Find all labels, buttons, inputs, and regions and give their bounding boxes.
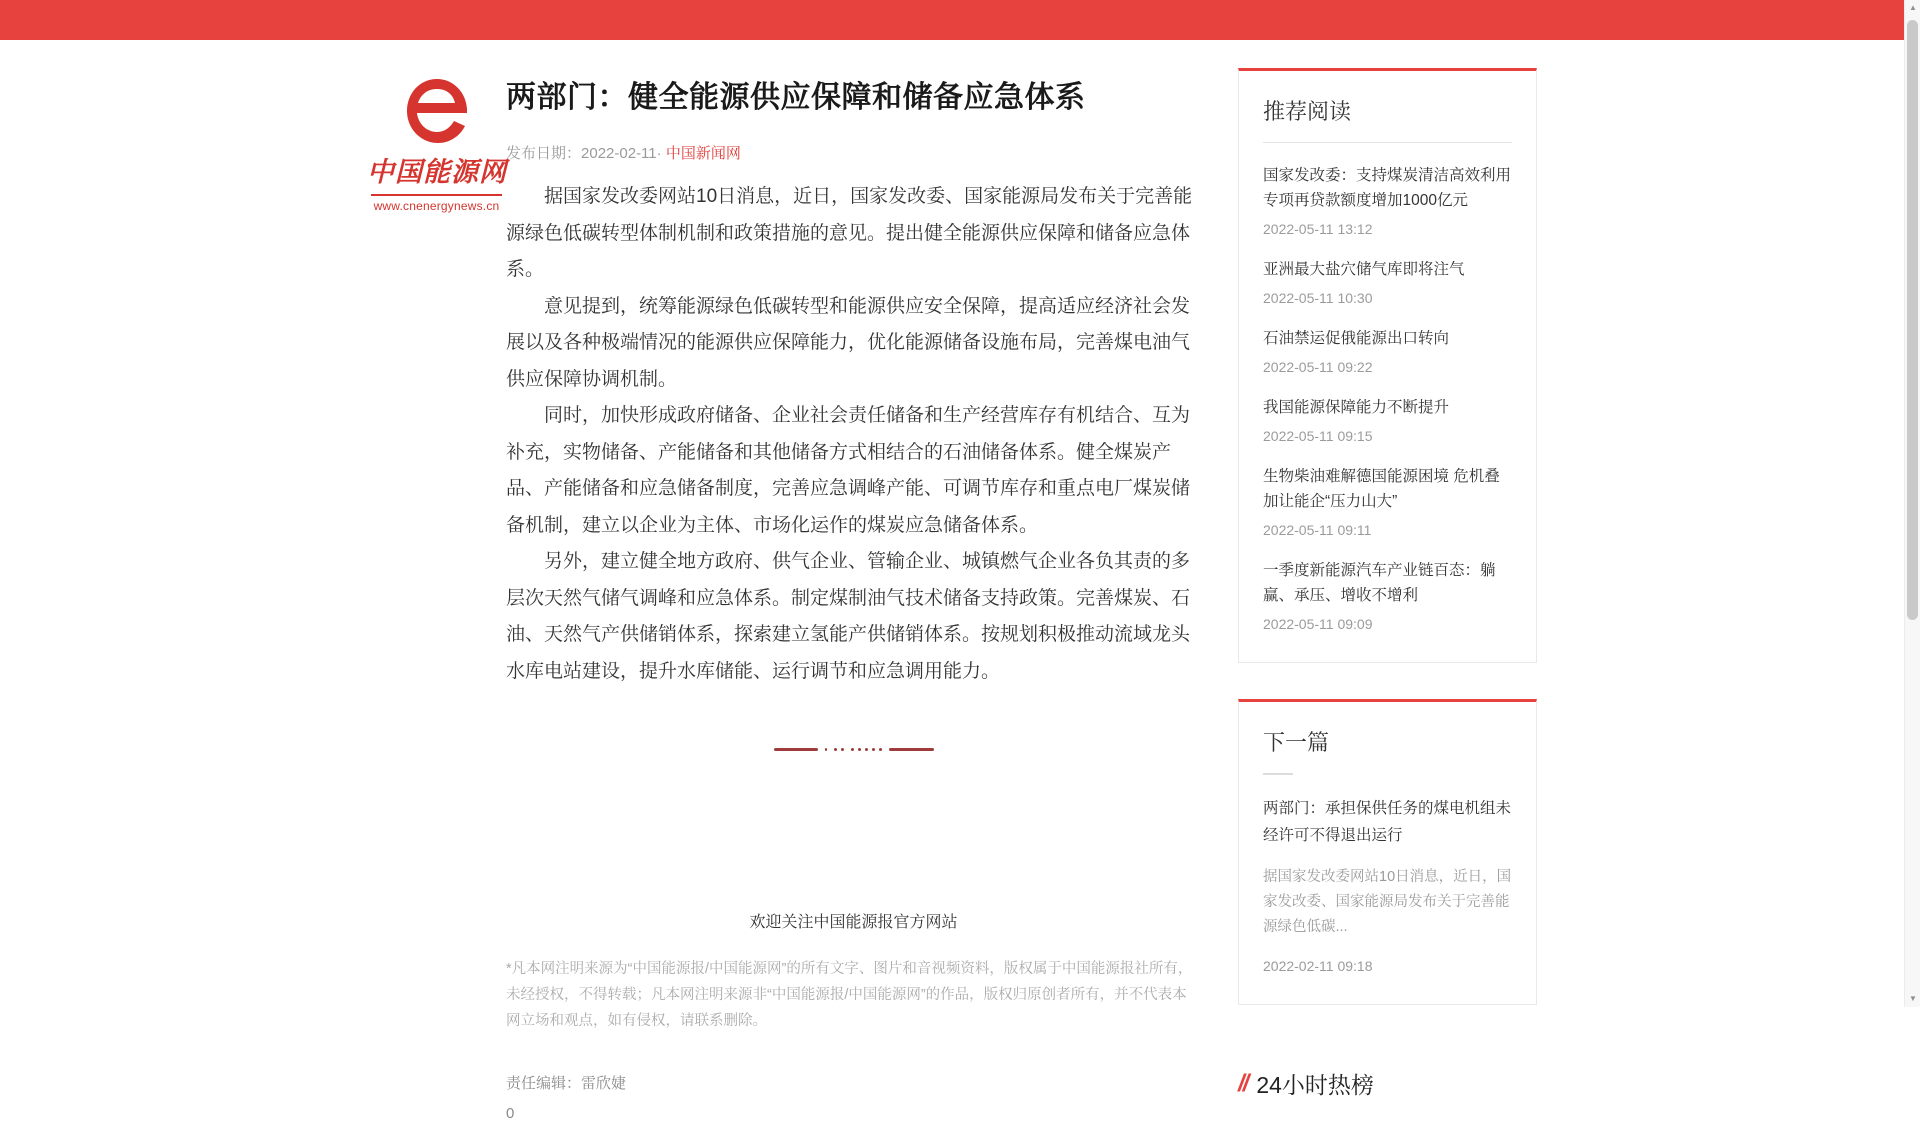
recommend-title: 推荐阅读 (1263, 99, 1352, 124)
recommend-item-title[interactable]: 生物柴油难解德国能源困境 危机叠加让能企“压力山大” (1263, 468, 1500, 510)
decorative-divider (774, 748, 934, 751)
copyright-disclaimer: *凡本网注明来源为“中国能源报/中国能源网”的所有文字、图片和音视频资料，版权属于中国能源报社所有，未经授权，不得转载；凡本网注明来源非“中国能源报/中国能源网”的作品，版权归原创者所有，并不代表本网立场和观点，如有侵权，请联系删除。 (506, 961, 1193, 1029)
sidebar (1238, 68, 1537, 1122)
list-item[interactable] (1263, 163, 1512, 237)
next-article-excerpt: 据国家发改委网站10日消息，近日，国家发改委、国家能源局发布关于完善能源绿色低碳... (1263, 869, 1512, 935)
hot-ranking-header (1238, 1067, 1537, 1100)
recommend-item-title[interactable]: 国家发改委：支持煤炭清洁高效利用专项再贷款额度增加1000亿元 (1263, 167, 1512, 209)
main-content (367, 68, 1201, 1122)
publish-date-label: 发布日期： (506, 145, 582, 162)
hot-ranking-title: 24小时热榜 (1256, 1072, 1374, 1098)
next-article-date: 2022-02-11 09:18 (1263, 958, 1373, 974)
divider-dot (825, 748, 828, 751)
list-item[interactable] (1263, 395, 1512, 444)
scrollbar[interactable] (1904, 0, 1920, 1007)
follow-note: 欢迎关注中国能源报官方网站 (749, 914, 958, 931)
article-paragraph: 据国家发改委网站10日消息，近日，国家发改委、国家能源局发布关于完善能源绿色低碳转型体制机制和政策措施的意见。提出健全能源供应保障和储备应急体系。 (506, 186, 1193, 280)
divider-line (774, 748, 818, 751)
recommend-item-title[interactable]: 亚洲最大盐穴储气库即将注气 (1263, 261, 1465, 278)
publish-date: 2022-02-11· (581, 145, 662, 162)
list-item[interactable] (1263, 257, 1512, 306)
recommend-item-date: 2022-05-11 13:12 (1263, 221, 1373, 237)
recommend-card (1238, 68, 1537, 663)
article (506, 68, 1201, 1122)
recommend-item-date: 2022-05-11 09:11 (1263, 522, 1372, 538)
site-logo[interactable] (367, 68, 506, 1122)
divider-dots (851, 748, 882, 751)
double-slash-icon: // (1238, 1069, 1248, 1097)
recommend-item-date: 2022-05-11 10:30 (1263, 290, 1373, 306)
comment-count: 0 (506, 1105, 515, 1122)
recommend-item-title[interactable]: 一季度新能源汽车产业链百态：躺赢、承压、增收不增利 (1263, 562, 1496, 604)
editor-line: 责任编辑：雷欣婕 (506, 1075, 627, 1092)
next-article-title[interactable]: 两部门：承担保供任务的煤电机组未经许可不得退出运行 (1263, 800, 1512, 844)
logo-wordmark: 中国能源网 (367, 157, 507, 188)
logo-url: www.cnenergynews.cn (373, 199, 500, 213)
recommend-rule (1263, 142, 1512, 143)
source-link[interactable]: 中国新闻网 (665, 145, 741, 162)
article-body (506, 179, 1201, 690)
article-title: 两部门：健全能源供应保障和储备应急体系 (506, 81, 1086, 114)
page-container (367, 40, 1537, 1122)
divider-line (889, 748, 933, 751)
next-article-card (1238, 699, 1537, 1005)
article-paragraph: 意见提到，统筹能源绿色低碳转型和能源供应安全保障，提高适应经济社会发展以及各种极端情况的能源供应保障能力，优化能源储备设施布局，完善煤电油气供应保障协调机制。 (506, 295, 1191, 390)
top-banner (0, 0, 1904, 40)
recommend-item-date: 2022-05-11 09:15 (1263, 428, 1373, 444)
recommend-item-date: 2022-05-11 09:09 (1263, 616, 1373, 632)
recommend-item-title[interactable]: 石油禁运促俄能源出口转向 (1263, 330, 1450, 347)
recommend-item-date: 2022-05-11 09:22 (1263, 359, 1373, 375)
scroll-down-arrow[interactable]: ▼ (1909, 994, 1917, 1003)
list-item[interactable] (1263, 326, 1512, 375)
list-item[interactable] (1263, 558, 1512, 632)
logo-e-icon (402, 76, 472, 146)
next-card-title: 下一篇 (1263, 730, 1330, 755)
next-card-rule (1263, 773, 1293, 775)
article-meta (506, 142, 1201, 163)
list-item[interactable] (1263, 464, 1512, 538)
scrollbar-thumb[interactable] (1907, 20, 1918, 620)
recommend-item-title[interactable]: 我国能源保障能力不断提升 (1263, 399, 1450, 416)
article-paragraph: 同时，加快形成政府储备、企业社会责任储备和生产经营库存有机结合、互为补充，实物储备、产能储备和其他储备方式相结合的石油储备体系。健全煤炭产品、产能储备和应急储备制度，完善应急调峰产能、可调节库存和重点电厂煤炭储备机制，建立以企业为主体、市场化运作的煤炭应急储备体系。 (506, 405, 1191, 536)
scroll-up-arrow[interactable]: ▲ (1909, 3, 1917, 12)
article-paragraph: 另外，建立健全地方政府、供气企业、管输企业、城镇燃气企业各负其责的多层次天然气储气调峰和应急体系。制定煤制油气技术储备支持政策。完善煤炭、石油、天然气产供储销体系，探索建立氢能产供储销体系。按规划积极推动流域龙头水库电站建设，提升水库储能、运行调节和应急调用能力。 (506, 551, 1191, 682)
divider-dots (834, 748, 844, 751)
logo-rule (371, 194, 502, 196)
